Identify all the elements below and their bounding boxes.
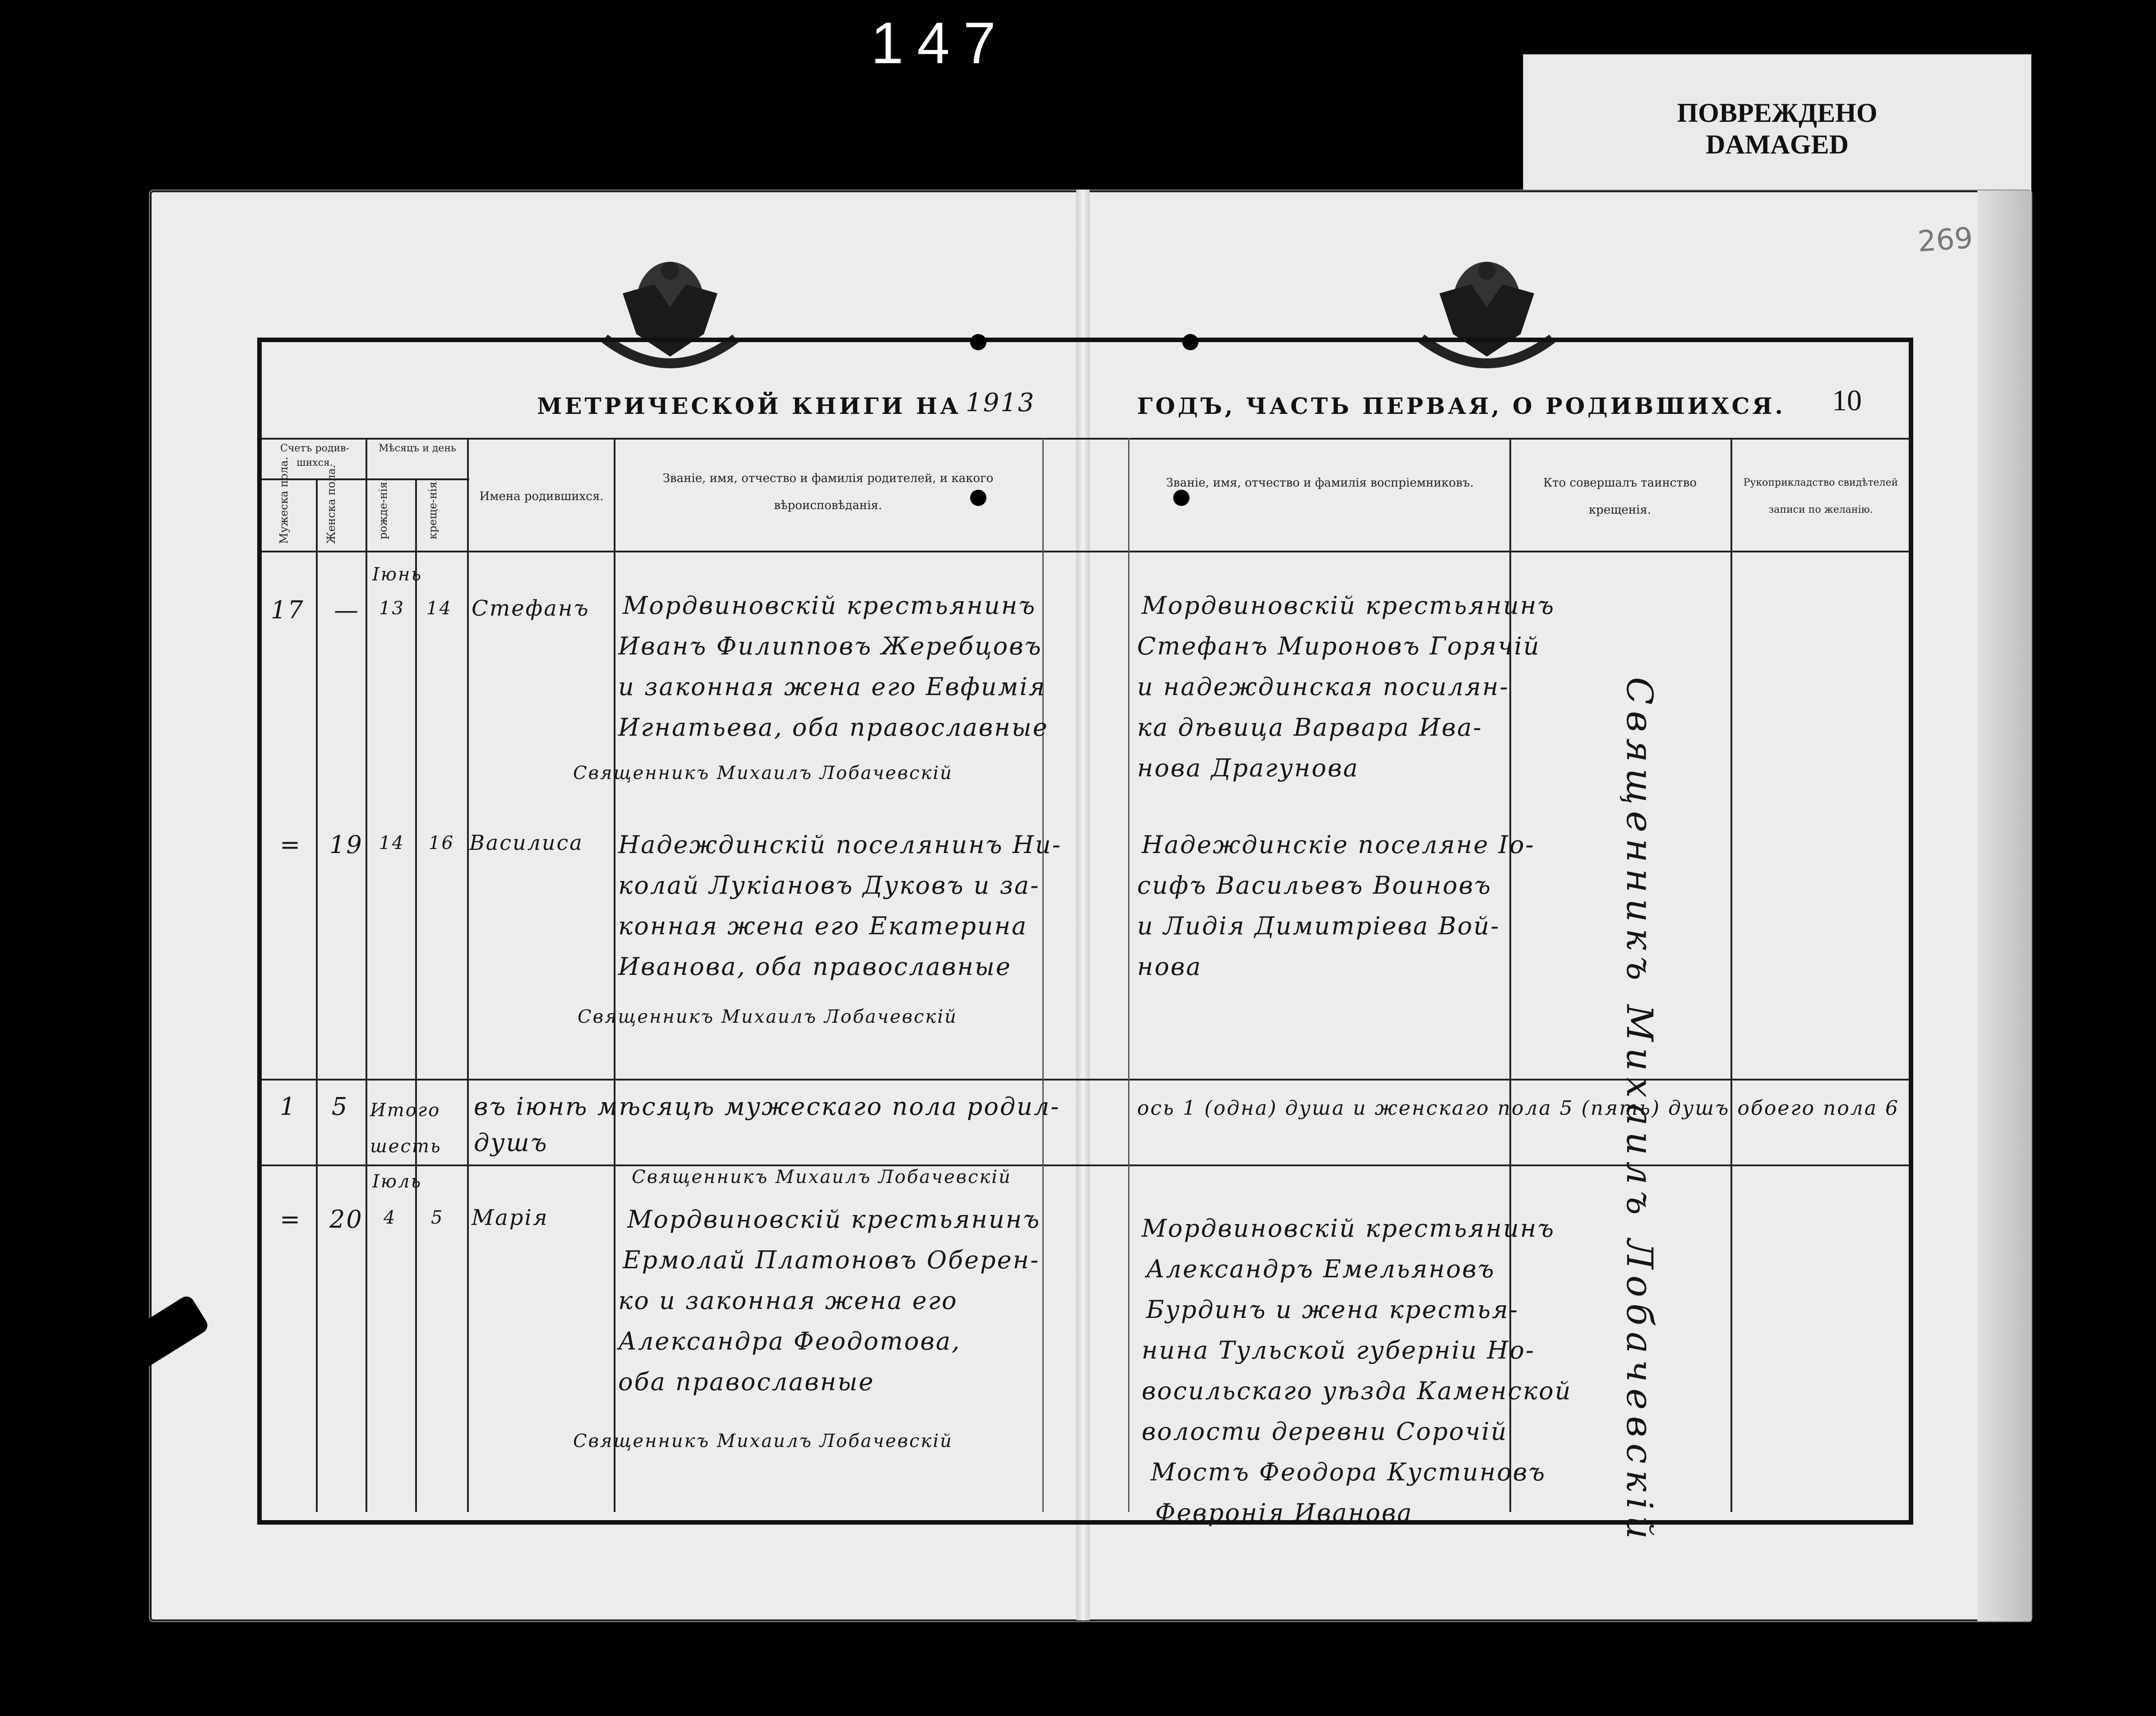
damaged-label xyxy=(1523,54,2031,193)
header-baptism: креще-нія. xyxy=(426,478,439,539)
header-parents: Званіе, имя, отчество и фамилія родителей, и какого вѣроисповѣданія. xyxy=(662,472,994,512)
entry2-godparents-4: нова xyxy=(1137,952,1202,981)
entry3-parents-5: оба православные xyxy=(618,1368,875,1396)
header-month: Мѣсяцъ и день xyxy=(379,443,456,454)
summary-text-left2: душъ xyxy=(474,1128,548,1157)
title-right: ГОДЪ, ЧАСТЬ ПЕРВАЯ, О РОДИВШИХСЯ. xyxy=(1137,393,1786,419)
entry3-godparents-5: восильскаго уѣзда Каменской xyxy=(1142,1377,1572,1405)
entry2-godparents-2: сифъ Васильевъ Воиновъ xyxy=(1137,871,1492,900)
entry2-parents-3: конная жена его Екатерина xyxy=(618,912,1028,940)
entry2-godparents-3: и Лидія Димитріева Вой- xyxy=(1137,912,1500,940)
entry2-female: 19 xyxy=(329,830,363,859)
entry1-month: Іюнь xyxy=(372,564,423,585)
binding-hole-4 xyxy=(1173,490,1189,506)
entry1-parents-3: и законная жена его Евфимія xyxy=(618,672,1046,701)
summary-female: 5 xyxy=(332,1092,349,1121)
binding-hole-1 xyxy=(970,334,986,350)
header-male: Мужеска пола. xyxy=(278,457,290,544)
summary-text-right: ось 1 (одна) душа и женскаго пола 5 (пять) душъ обоего пола 6 xyxy=(1137,1097,1900,1120)
entry2-name: Василиса xyxy=(469,830,583,855)
entry1-godparents-5: нова Драгунова xyxy=(1137,754,1359,782)
entry3-godparents-6: волости деревни Сорочій xyxy=(1142,1417,1508,1446)
entry2-baptism: 16 xyxy=(429,833,454,853)
entry3-parents-4: Александра Феодотова, xyxy=(618,1327,961,1355)
header-signatures: Рукоприкладство свидѣтелей записи по желанію. xyxy=(1743,477,1898,515)
entry1-birth: 13 xyxy=(379,598,405,619)
entry3-godparents-1: Мордвиновскій крестьянинъ xyxy=(1142,1214,1555,1243)
entry2-male: = xyxy=(280,830,302,859)
damaged-label-english: DAMAGED xyxy=(1706,130,1849,159)
entry1-godparents-4: ка дѣвица Варвара Ива- xyxy=(1137,713,1483,742)
entry1-godparents-1: Мордвиновскій крестьянинъ xyxy=(1142,591,1555,620)
entry3-name: Марія xyxy=(472,1205,549,1230)
corner-page-number: 269 xyxy=(1916,221,1974,259)
damaged-label-russian: ПОВРЕЖДЕНО xyxy=(1677,98,1878,128)
summary-male: 1 xyxy=(280,1092,297,1121)
header-count: Счетъ родив-шихся. xyxy=(280,443,349,468)
title-left: МЕТРИЧЕСКОЙ КНИГИ НА xyxy=(537,393,961,419)
entry3-month: Іюль xyxy=(372,1171,422,1192)
entry1-baptism: 14 xyxy=(426,598,452,619)
header-godparents: Званіе, имя, отчество и фамилія воспріемниковъ. xyxy=(1166,476,1474,490)
entry3-godparents-8: Февронія Иванова xyxy=(1155,1498,1413,1527)
entry2-parents-4: Иванова, оба православные xyxy=(618,952,1012,981)
entry3-godparents-7: Мостъ Феодора Кустиновъ xyxy=(1151,1458,1546,1486)
entry1-priest-sign: Священникъ Михаилъ Лобачевскій xyxy=(573,763,953,784)
entry3-priest-sign: Священникъ Михаилъ Лобачевскій xyxy=(573,1431,953,1452)
entry3-female: 20 xyxy=(329,1205,363,1234)
page-number: 10 xyxy=(1832,384,1862,417)
entry3-birth: 4 xyxy=(384,1207,397,1228)
header-priest: Кто совершалъ таинство крещенія. xyxy=(1543,476,1697,517)
entry3-parents-1: Мордвиновскій крестьянинъ xyxy=(627,1205,1041,1234)
entry1-female: — xyxy=(334,596,360,624)
binding-hole-2 xyxy=(1182,334,1198,350)
entry3-godparents-4: нина Тульской губерніи Но- xyxy=(1142,1336,1536,1364)
entry2-parents-1: Надеждинскій поселянинъ Ни- xyxy=(618,830,1062,859)
priest-vertical-signature: Священникъ Михаилъ Лобачевскій xyxy=(1619,677,1661,1545)
entry2-parents-2: колай Лукіановъ Дуковъ и за- xyxy=(618,871,1040,900)
entry3-male: = xyxy=(280,1205,302,1234)
binding-hole-3 xyxy=(970,490,986,506)
entry1-parents-2: Иванъ Филипповъ Жеребцовъ xyxy=(618,632,1042,660)
entry1-name: Стефанъ xyxy=(472,596,590,621)
header-names: Имена родившихся. xyxy=(479,490,604,503)
entry3-parents-3: ко и законная жена его xyxy=(618,1286,958,1315)
entry3-parents-2: Ермолай Платоновъ Оберен- xyxy=(623,1246,1040,1274)
archive-page-number: 147 xyxy=(871,10,1009,76)
entry1-parents-4: Игнатьева, оба православные xyxy=(618,713,1049,742)
header-female: Женска пола. xyxy=(325,464,338,544)
entry3-godparents-3: Бурдинъ и жена крестья- xyxy=(1146,1295,1519,1324)
title-year: 1913 xyxy=(966,388,1036,417)
entry2-priest-sign: Священникъ Михаилъ Лобачевскій xyxy=(578,1006,958,1027)
entry2-godparents-1: Надеждинскіе поселяне Іо- xyxy=(1142,830,1535,859)
entry1-male: 17 xyxy=(271,596,305,624)
entry1-godparents-3: и надеждинская посилян- xyxy=(1137,672,1509,701)
summary-total-label: Итого шесть xyxy=(370,1100,442,1157)
summary-priest-sign: Священникъ Михаилъ Лобачевскій xyxy=(632,1167,1012,1187)
entry2-birth: 14 xyxy=(379,833,405,853)
entry3-godparents-2: Александръ Емельяновъ xyxy=(1146,1255,1495,1283)
entry3-baptism: 5 xyxy=(431,1207,444,1228)
summary-text-left: въ іюнѣ мѣсяцѣ мужескаго пола родил- xyxy=(474,1092,1060,1121)
entry1-parents-1: Мордвиновскій крестьянинъ xyxy=(623,591,1036,620)
header-birth: рожде-нія. xyxy=(377,478,389,539)
entry1-godparents-2: Стефанъ Мироновъ Горячій xyxy=(1137,632,1541,660)
